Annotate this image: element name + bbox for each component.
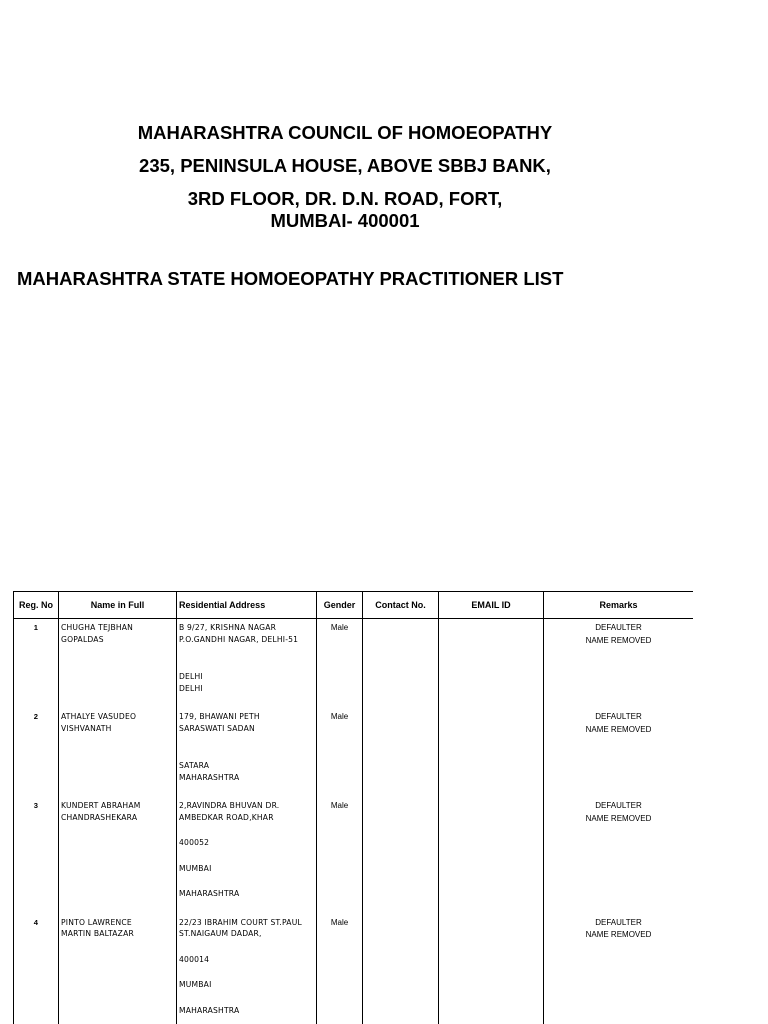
table-row [14, 619, 694, 709]
council-name: MAHARASHTRA COUNCIL OF HOMOEOPATHY [137, 122, 553, 143]
column-header-name: Name in Full [59, 592, 177, 619]
reg-no-cell: 3 [14, 797, 59, 914]
column-header-remarks: Remarks [544, 592, 694, 619]
gender-cell: Male [317, 797, 363, 914]
name-cell: KUNDERT ABRAHAM CHANDRASHEKARA [59, 797, 177, 914]
column-header-address: Residential Address [177, 592, 317, 619]
reg-no-cell: 1 [14, 619, 59, 709]
council-address-line-2: 3RD FLOOR, DR. D.N. ROAD, FORT, [187, 188, 503, 209]
remarks-cell: DEFAULTER NAME REMOVED [544, 914, 694, 1024]
name-cell: ATHALYE VASUDEO VISHVANATH [59, 708, 177, 797]
table-header-row [14, 592, 694, 619]
contact-cell [363, 914, 439, 1024]
email-cell [439, 914, 544, 1024]
column-header-gender: Gender [317, 592, 363, 619]
table-row [14, 708, 694, 797]
address-cell: 2,RAVINDRA BHUVAN DR. AMBEDKAR ROAD,KHAR 400052 MUMBAI MAHARASHTRA [177, 797, 317, 914]
council-address-line-3: MUMBAI- 400001 [270, 210, 420, 231]
gender-cell: Male [317, 914, 363, 1024]
address-cell: 179, BHAWANI PETH SARASWATI SADAN SATARA MAHARASHTRA [177, 708, 317, 797]
remarks-cell: DEFAULTER NAME REMOVED [544, 619, 694, 709]
address-cell: 22/23 IBRAHIM COURT ST.PAUL ST.NAIGAUM DADAR, 400014 MUMBAI MAHARASHTRA [177, 914, 317, 1024]
council-address-line-1: 235, PENINSULA HOUSE, ABOVE SBBJ BANK, [139, 155, 551, 176]
reg-no-cell: 4 [14, 914, 59, 1024]
name-cell: PINTO LAWRENCE MARTIN BALTAZAR [59, 914, 177, 1024]
contact-cell [363, 708, 439, 797]
reg-no-cell: 2 [14, 708, 59, 797]
column-header-email: EMAIL ID [439, 592, 544, 619]
remarks-cell: DEFAULTER NAME REMOVED [544, 797, 694, 914]
list-title: MAHARASHTRA STATE HOMOEOPATHY PRACTITIONER LIST [17, 268, 564, 289]
email-cell [439, 708, 544, 797]
email-cell [439, 619, 544, 709]
practitioner-table [13, 591, 693, 1024]
name-cell: CHUGHA TEJBHAN GOPALDAS [59, 619, 177, 709]
gender-cell: Male [317, 619, 363, 709]
table-row [14, 797, 694, 914]
gender-cell: Male [317, 708, 363, 797]
contact-cell [363, 797, 439, 914]
contact-cell [363, 619, 439, 709]
remarks-cell: DEFAULTER NAME REMOVED [544, 708, 694, 797]
column-header-contact: Contact No. [363, 592, 439, 619]
table-row [14, 914, 694, 1024]
column-header-reg-no: Reg. No [14, 592, 59, 619]
email-cell [439, 797, 544, 914]
address-cell: B 9/27, KRISHNA NAGAR P.O.GANDHI NAGAR, DELHI-51 DELHI DELHI [177, 619, 317, 709]
practitioner-table-wrapper [13, 591, 693, 1024]
